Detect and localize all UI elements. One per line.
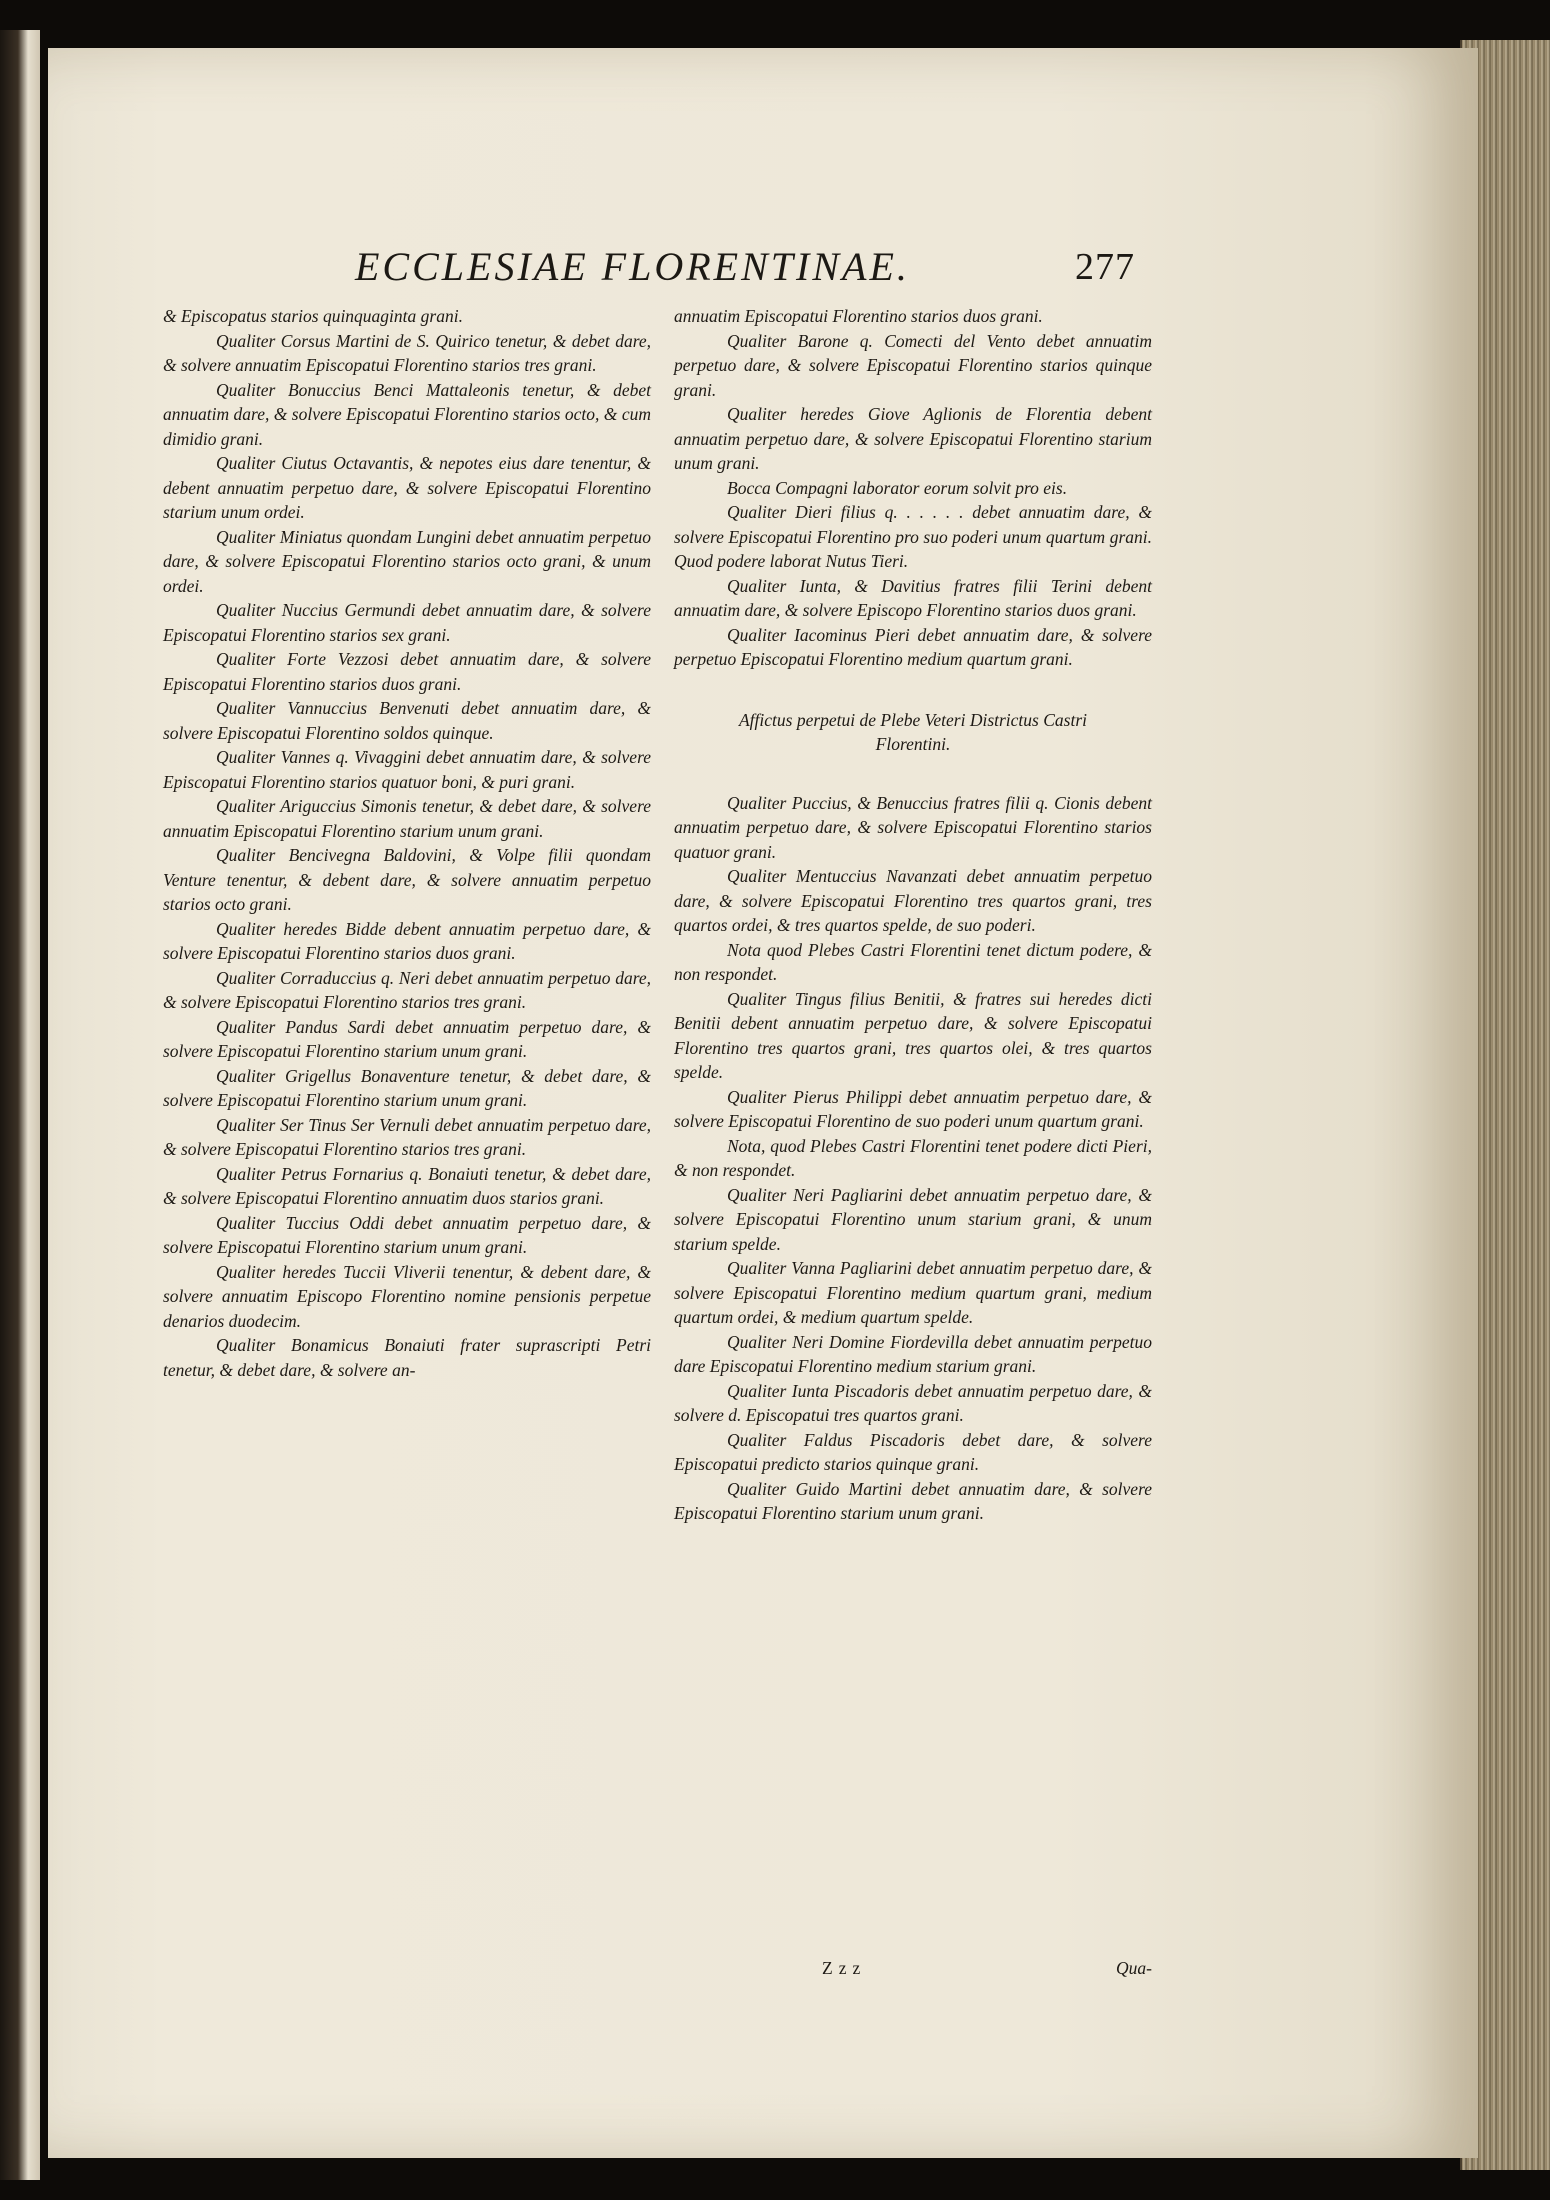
entry-paragraph: Qualiter Forte Vezzosi debet annuatim dare, & solvere Episcopatui Florentino starios duos grani.	[163, 649, 651, 694]
entry-paragraph: Qualiter Bonamicus Bonaiuti frater suprascripti Petri tenetur, & debet dare, & solvere an-	[163, 1335, 651, 1380]
entry-paragraph: Qualiter Iunta, & Davitius fratres filii Terini debent annuatim dare, & solvere Episcopo Florentino starios duos grani.	[674, 575, 1152, 620]
entry-paragraph: Qualiter heredes Bidde debent annuatim perpetuo dare, & solvere Episcopatui Florentino starios duos grani.	[163, 918, 651, 963]
entry-paragraph: Qualiter Petrus Fornarius q. Bonaiuti tenetur, & debet dare, & solvere Episcopatui Florentino annuatim duos starios grani.	[163, 1163, 651, 1208]
section-heading: Affictus perpetui de Plebe Veteri Districtus Castri Florentini.	[738, 709, 1087, 754]
entry-paragraph: Nota, quod Plebes Castri Florentini tenet podere dicti Pieri, & non respondet.	[674, 1135, 1152, 1180]
entry-paragraph: Qualiter Neri Domine Fiordevilla debet annuatim perpetuo dare Episcopatui Florentino medium starium grani.	[674, 1331, 1152, 1376]
entry-paragraph: Qualiter Vannuccius Benvenuti debet annuatim dare, & solvere Episcopatui Florentino soldos quinque.	[163, 698, 651, 743]
entry-paragraph: Qualiter Vanna Pagliarini debet annuatim perpetuo dare, & solvere Episcopatui Florentino medium quartum grani, medium quartum ordei, & medium quartum spelde.	[674, 1258, 1152, 1327]
entry-paragraph: & Episcopatus starios quinquaginta grani.	[163, 306, 463, 326]
catchword: Qua-	[1116, 1958, 1152, 1978]
entry-paragraph: Qualiter Pandus Sardi debet annuatim perpetuo dare, & solvere Episcopatui Florentino starium unum grani.	[163, 1016, 651, 1061]
entry-paragraph: Qualiter Faldus Piscadoris debet dare, & solvere Episcopatui predicto starios quinque grani.	[674, 1429, 1152, 1474]
entry-paragraph: Qualiter Grigellus Bonaventure tenetur, & debet dare, & solvere Episcopatui Florentino starium unum grani.	[163, 1065, 651, 1110]
page-footer	[674, 1958, 1152, 1984]
page-number: 277	[1075, 246, 1135, 288]
entry-paragraph: Qualiter Miniatus quondam Lungini debet annuatim perpetuo dare, & solvere Episcopatui Florentino starios octo grani, & unum ordei.	[163, 526, 651, 596]
right-column-entries-top	[674, 304, 1152, 672]
entry-paragraph: Qualiter Iacominus Pieri debet annuatim dare, & solvere perpetuo Episcopatui Florentino medium quartum grani.	[674, 624, 1152, 669]
entry-paragraph: Qualiter Ariguccius Simonis tenetur, & debet dare, & solvere annuatim Episcopatui Florentino starium unum grani.	[163, 796, 651, 841]
entry-paragraph: Qualiter Ser Tinus Ser Vernuli debet annuatim perpetuo dare, & solvere Episcopatui Florentino starios tres grani.	[163, 1114, 651, 1159]
signature-mark: Zzz	[822, 1958, 867, 1978]
entry-paragraph: Qualiter Tuccius Oddi debet annuatim perpetuo dare, & solvere Episcopatui Florentino starium unum grani.	[163, 1212, 651, 1257]
running-title: ECCLESIAE FLORENTINAE.	[355, 244, 910, 289]
entry-paragraph: Qualiter Vannes q. Vivaggini debet annuatim dare, & solvere Episcopatui Florentino starios quatuor boni, & puri grani.	[163, 747, 651, 792]
entry-paragraph: Qualiter heredes Tuccii Vliverii tenentur, & debent dare, & solvere annuatim Episcopo Florentino nomine pensionis perpetue denarios duodecim.	[163, 1261, 651, 1331]
entry-paragraph: Qualiter Bencivegna Baldovini, & Volpe filii quondam Venture tenentur, & debent dare, & solvere annuatim perpetuo starios octo grani.	[163, 845, 651, 914]
entry-paragraph: Qualiter Corraduccius q. Neri debet annuatim perpetuo dare, & solvere Episcopatui Florentino starios tres grani.	[163, 967, 651, 1012]
entry-paragraph: Qualiter Dieri filius q. . . . . . debet annuatim dare, & solvere Episcopatui Florentino pro suo poderi unum quartum grani. Quod podere laborat Nutus Tieri.	[674, 502, 1152, 571]
entry-paragraph: Qualiter Puccius, & Benuccius fratres filii q. Cionis debent annuatim perpetuo dare, & solvere Episcopatui Florentino starios quatuor grani.	[674, 792, 1152, 862]
running-header	[355, 243, 1135, 303]
entry-paragraph: Qualiter Neri Pagliarini debet annuatim perpetuo dare, & solvere Episcopatui Florentino unum starium grani, & unum starium spelde.	[674, 1184, 1152, 1254]
entry-paragraph: Bocca Compagni laborator eorum solvit pro eis.	[727, 477, 1068, 498]
entry-paragraph: Nota quod Plebes Castri Florentini tenet dictum podere, & non respondet.	[674, 939, 1152, 984]
entry-paragraph: Qualiter Barone q. Comecti del Vento debet annuatim perpetuo dare, & solvere Episcopatui Florentino starios quinque grani.	[674, 330, 1152, 400]
entry-paragraph: Qualiter Pierus Philippi debet annuatim perpetuo dare, & solvere Episcopatui Florentino de suo poderi unum quartum grani.	[674, 1086, 1152, 1131]
entry-paragraph: annuatim Episcopatui Florentino starios duos grani.	[674, 306, 1043, 326]
entry-paragraph: Qualiter Tingus filius Benitii, & fratres sui heredes dicti Benitii debent annuatim perpetuo dare, & solvere Episcopatui Florentino tres quartos grani, tres quartos olei, & tres quartos spelde.	[674, 988, 1152, 1082]
entry-paragraph: Qualiter Bonuccius Benci Mattaleonis tenetur, & debet annuatim dare, & solvere Episcopatui Florentino starios octo, & cum dimidio grani.	[163, 379, 651, 449]
right-column	[674, 304, 1152, 1526]
right-column-entries-bottom	[674, 791, 1152, 1526]
left-column	[163, 304, 651, 1382]
book-binding-edge	[0, 30, 40, 2180]
entry-paragraph: Qualiter Ciutus Octavantis, & nepotes eius dare tenentur, & debent annuatim perpetuo dare, & solvere Episcopatui Florentino starium unum ordei.	[163, 453, 651, 522]
entry-paragraph: Qualiter heredes Giove Aglionis de Florentia debent annuatim perpetuo dare, & solvere Episcopatui Florentino starium unum grani.	[674, 404, 1152, 473]
entry-paragraph: Qualiter Iunta Piscadoris debet annuatim perpetuo dare, & solvere d. Episcopatui tres quartos grani.	[674, 1380, 1152, 1425]
entry-paragraph: Qualiter Corsus Martini de S. Quirico tenetur, & debet dare, & solvere annuatim Episcopatui Florentino starios tres grani.	[163, 330, 651, 375]
entry-paragraph: Qualiter Guido Martini debet annuatim dare, & solvere Episcopatui Florentino starium unum grani.	[674, 1478, 1152, 1523]
entry-paragraph: Qualiter Mentuccius Navanzati debet annuatim perpetuo dare, & solvere Episcopatui Florentino tres quartos grani, tres quartos ordei, & tres quartos spelde, de suo poderi.	[674, 866, 1152, 935]
entry-paragraph: Qualiter Nuccius Germundi debet annuatim dare, & solvere Episcopatui Florentino starios sex grani.	[163, 600, 651, 645]
